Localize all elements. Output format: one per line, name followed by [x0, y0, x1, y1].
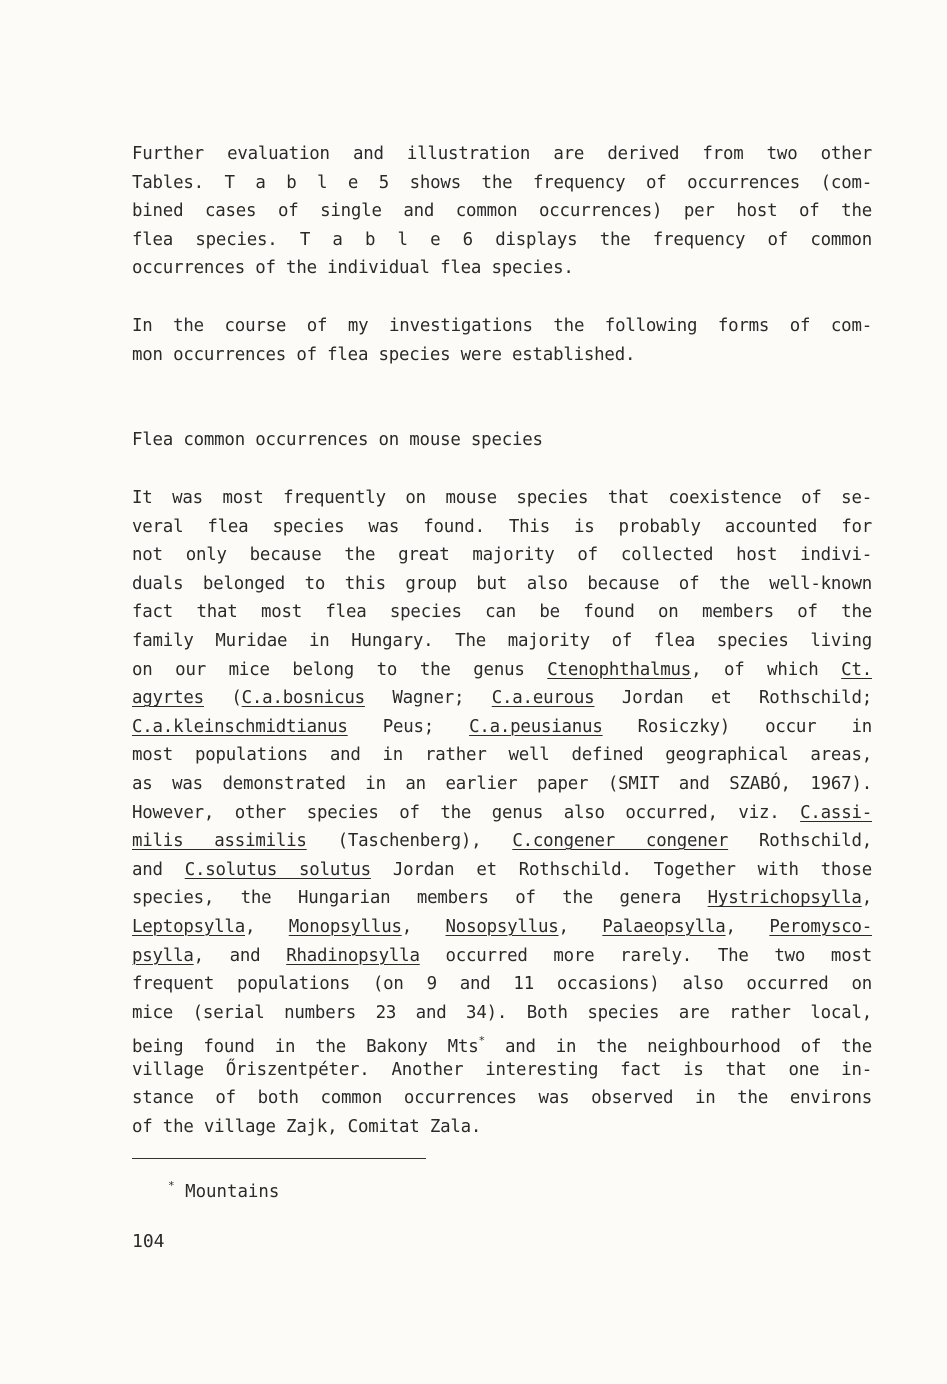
- text-line: occurrences of the individual flea species.: [132, 258, 574, 279]
- text-line: Tables. T a b l e 5 shows the frequency of occurrences (com-: [132, 172, 872, 193]
- text-run: species, the Hungarian members of the genera: [132, 888, 708, 909]
- text-line: family Muridae in Hungary. The majority of flea species living: [132, 630, 872, 651]
- text-run: Jordan et Rothschild;: [594, 688, 872, 709]
- page-number: 104: [132, 1231, 165, 1252]
- text-line: [132, 656, 872, 685]
- text-line: [132, 713, 872, 742]
- text-run: Rosiczky) occur in: [602, 716, 872, 737]
- genus-name: psylla: [132, 945, 194, 966]
- text-run: being found in the Bakony Mts: [132, 1037, 479, 1058]
- text-run: (Taschenberg),: [306, 831, 513, 852]
- species-name: C.a.eurous: [491, 688, 595, 709]
- species-name: C.a.peusianus: [469, 716, 603, 737]
- paragraph-tables: [132, 140, 872, 283]
- text-run: and in the neighbourhood of the: [484, 1037, 872, 1058]
- text-line: duals belonged to this group but also because of the well-known: [132, 573, 872, 594]
- genus-name: Peromysco-: [769, 916, 873, 937]
- genus-name: Ctenophthalmus: [547, 659, 692, 680]
- text-run: and: [132, 859, 185, 880]
- text-run: , and: [193, 945, 287, 966]
- text-line: [132, 799, 872, 828]
- text-run: Peus;: [347, 716, 470, 737]
- text-run: Rothschild,: [728, 831, 872, 852]
- text-line: fact that most flea species can be found on members of the: [132, 602, 872, 623]
- text-line: as was demonstrated in an earlier paper (SMIT and SZABÓ, 1967).: [132, 773, 872, 794]
- footnote-divider: [132, 1158, 426, 1159]
- species-name: C.assi-: [800, 802, 872, 823]
- text-line: veral flea species was found. This is probably accounted for: [132, 516, 872, 537]
- text-line: mon occurrences of flea species were established.: [132, 344, 636, 365]
- footnote: [168, 1172, 279, 1206]
- genus-name: Rhadinopsylla: [286, 945, 420, 966]
- text-line: most populations and in rather well defined geographical areas,: [132, 745, 872, 766]
- footnote-mark: *: [168, 1179, 175, 1192]
- text-run: ,: [558, 916, 603, 937]
- genus-name: Hystrichopsylla: [707, 888, 862, 909]
- text-line: [132, 884, 872, 913]
- species-name: milis assimilis: [132, 831, 307, 852]
- text-line: [132, 913, 872, 942]
- species-name: Ct.: [841, 659, 872, 680]
- text-run: ,: [244, 916, 289, 937]
- text-line: [132, 827, 872, 856]
- text-line: stance of both common occurrences was observed in the environs: [132, 1088, 872, 1109]
- species-name: agyrtes: [132, 688, 204, 709]
- species-name: C.solutus solutus: [184, 859, 371, 880]
- paragraph-investigations: [132, 312, 872, 369]
- text-line: Further evaluation and illustration are derived from two other: [132, 144, 872, 164]
- species-name: C.a.bosnicus: [241, 688, 365, 709]
- text-run: ,: [725, 916, 770, 937]
- text-run: ,: [401, 916, 446, 937]
- footnote-text: Mountains: [174, 1182, 280, 1202]
- text-run: ,: [861, 888, 872, 909]
- genus-name: Nosopsyllus: [445, 916, 559, 937]
- text-line: village Őriszentpéter. Another interesting fact is that one in-: [132, 1059, 872, 1080]
- text-run: on our mice belong to the genus: [132, 659, 548, 680]
- section-heading: [132, 426, 872, 455]
- text-line: not only because the great majority of collected host indivi-: [132, 545, 872, 566]
- text-line: flea species. T a b l e 6 displays the frequency of common: [132, 229, 872, 250]
- text-line: [132, 942, 872, 971]
- text-line: [132, 684, 872, 713]
- text-run: Jordan et Rothschild. Together with those: [370, 859, 872, 880]
- text-line: mice (serial numbers 23 and 34). Both species are rather local,: [132, 1002, 872, 1023]
- text-run: , of which: [691, 659, 842, 680]
- genus-name: Palaeopsylla: [602, 916, 726, 937]
- text-line: frequent populations (on 9 and 11 occasions) also occurred on: [132, 974, 872, 995]
- paragraph-mouse-species: [132, 484, 872, 1142]
- text-line: It was most frequently on mouse species that coexistence of se-: [132, 488, 872, 508]
- species-name: C.a.kleinschmidtianus: [132, 716, 348, 737]
- heading-text: Flea common occurrences on mouse species: [132, 430, 543, 450]
- footnote-reference: *: [478, 1034, 485, 1048]
- text-line: bined cases of single and common occurrences) per host of the: [132, 201, 872, 222]
- text-run: Wagner;: [364, 688, 492, 709]
- genus-name: Leptopsylla: [132, 916, 245, 937]
- text-run: occurred more rarely. The two most: [419, 945, 873, 966]
- text-line: In the course of my investigations the following forms of com-: [132, 316, 872, 336]
- text-run: However, other species of the genus also occurred, viz.: [132, 802, 801, 823]
- text-line: [132, 1027, 872, 1056]
- text-line: [132, 856, 872, 885]
- genus-name: Monopsyllus: [288, 916, 402, 937]
- species-name: C.congener congener: [512, 831, 729, 852]
- text-run: (: [203, 688, 242, 709]
- text-line: of the village Zajk, Comitat Zala.: [132, 1117, 482, 1138]
